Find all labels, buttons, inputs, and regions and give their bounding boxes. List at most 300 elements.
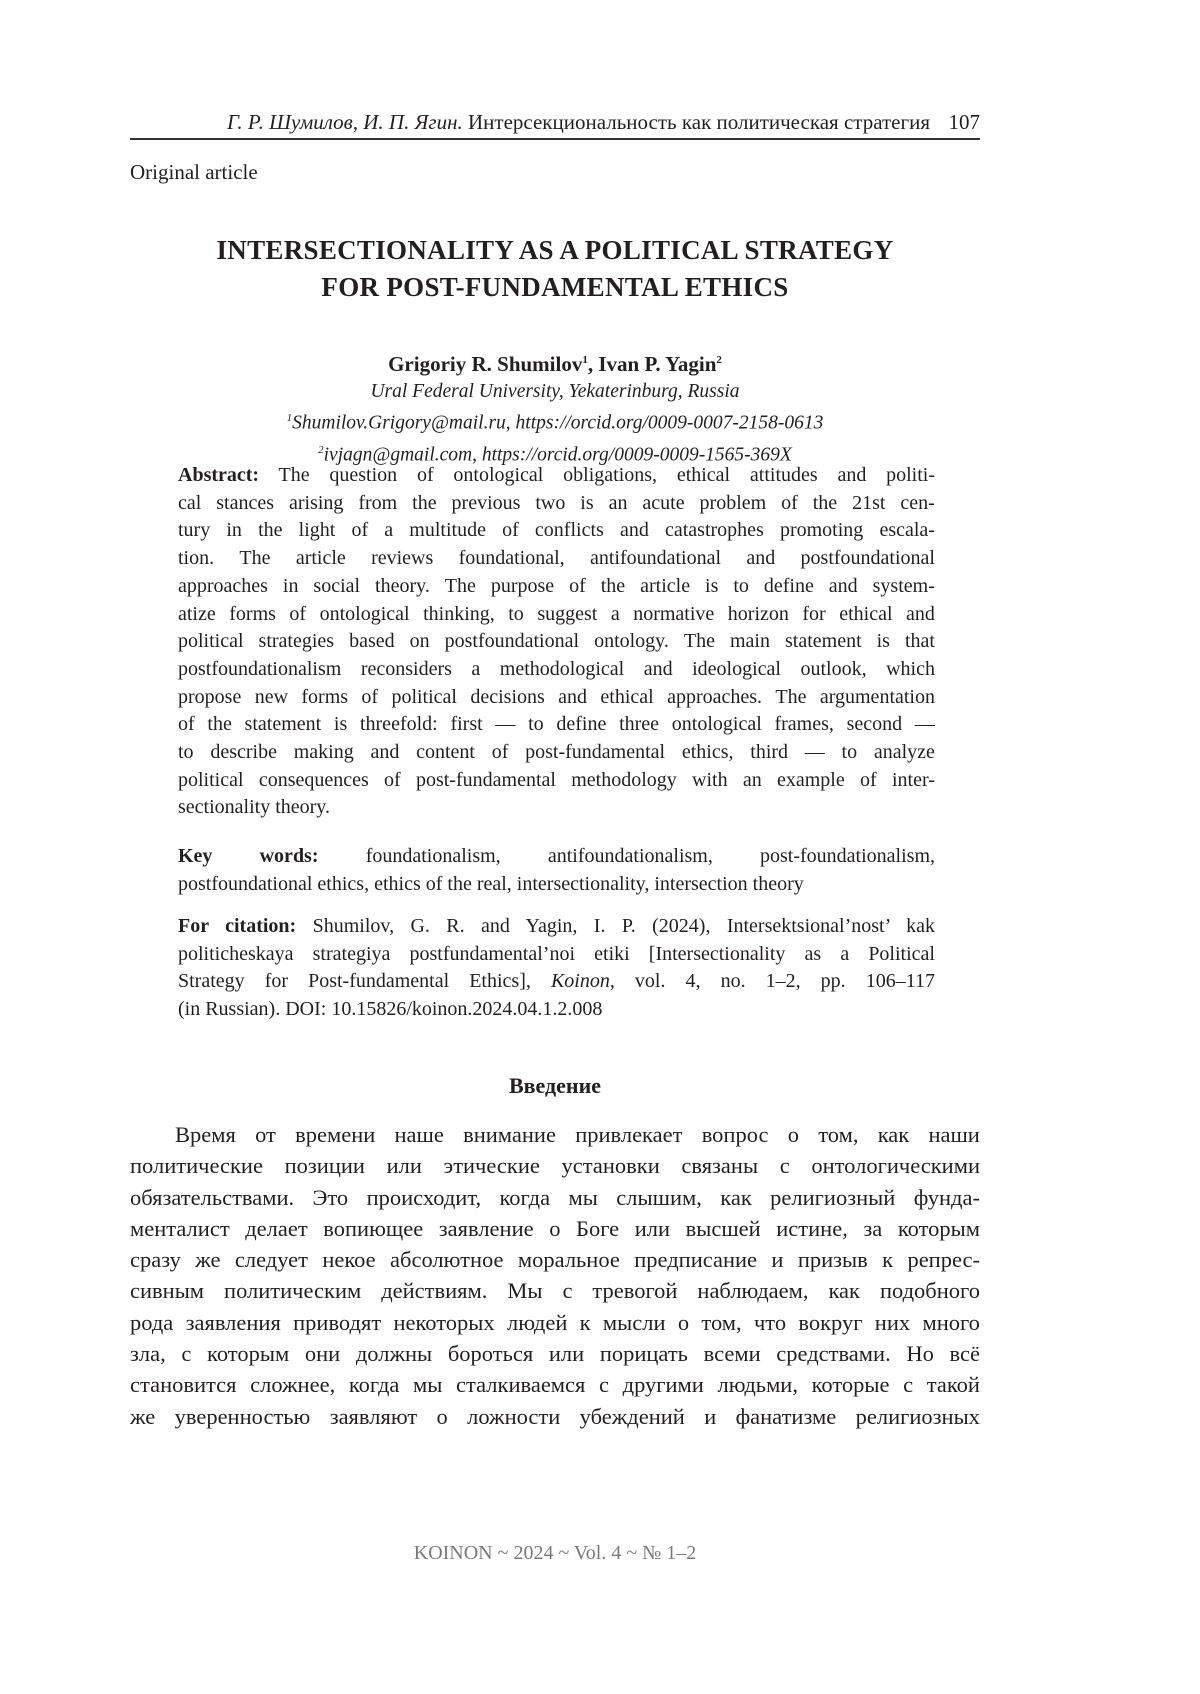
citation-text: Strategy for Post-fundamental Ethics], (178, 970, 551, 992)
word: is (877, 628, 890, 656)
word: — (495, 711, 515, 739)
text-line (178, 843, 935, 871)
word: statement (245, 711, 322, 739)
word: second (847, 711, 903, 739)
word: мы (569, 1182, 598, 1213)
word: methodological (500, 656, 624, 684)
word: что (754, 1307, 786, 1338)
word: другими (623, 1369, 704, 1400)
text-line (178, 573, 935, 601)
text-line (178, 462, 935, 490)
text-line (130, 1307, 980, 1338)
word: tion. (178, 545, 214, 573)
word: когда (500, 1182, 551, 1213)
word: inter- (892, 767, 935, 795)
word: они (305, 1338, 340, 1369)
word: же (130, 1401, 155, 1432)
word: social (313, 573, 360, 601)
text-line (130, 1119, 980, 1150)
word: политические (130, 1150, 263, 1181)
journal-name: Koinon (551, 970, 610, 992)
word: is (705, 573, 718, 601)
word: некое (322, 1244, 375, 1275)
word: приводят (293, 1307, 381, 1338)
word: of (384, 767, 401, 795)
word: Это (313, 1182, 349, 1213)
word: first (450, 711, 482, 739)
article-type: Original article (130, 160, 258, 185)
word: multitude (409, 517, 486, 545)
text-line (130, 1244, 980, 1275)
word: and (620, 517, 649, 545)
word: etiki (594, 941, 630, 969)
word: two (535, 490, 565, 518)
word: a (471, 656, 480, 684)
word: purpose (491, 573, 554, 601)
word: cen- (900, 490, 934, 518)
word: an (609, 490, 628, 518)
word: new (255, 684, 288, 712)
word: of (492, 739, 509, 767)
word: making (294, 739, 354, 767)
word: которые (812, 1369, 890, 1400)
word: the (601, 573, 625, 601)
word: define (556, 711, 606, 739)
word: reviews (371, 545, 433, 573)
word: third (750, 739, 788, 767)
word: argumentation (820, 684, 935, 712)
word: system- (873, 573, 935, 601)
word: from (358, 490, 397, 518)
word: религиозных (856, 1401, 980, 1432)
word: the (258, 517, 282, 545)
word: убеждений (580, 1401, 685, 1432)
text-line: postfoundational ethics, ethics of the real, intersectionality, intersection theory (178, 871, 935, 899)
word: article (640, 573, 690, 601)
word: о (678, 1307, 689, 1338)
word: the (813, 490, 837, 518)
author-2: Ivan P. Yagin (598, 352, 716, 376)
citation (178, 913, 935, 1024)
author-2-sup: 2 (716, 354, 722, 366)
word: к (580, 1307, 591, 1338)
author-1: Grigoriy R. Shumilov (388, 352, 582, 376)
abstract (178, 462, 935, 822)
word: людьми, (717, 1369, 798, 1400)
word: том, (818, 1119, 858, 1150)
word: том, (701, 1307, 741, 1338)
citation-line (178, 913, 935, 941)
word: уверенностью (175, 1401, 311, 1432)
contact-1-sup: 1 (287, 412, 293, 424)
word: менталист (130, 1213, 230, 1244)
word: is (580, 490, 593, 518)
word: on (410, 628, 430, 656)
word: как (828, 1275, 860, 1306)
word: порицать (600, 1338, 688, 1369)
citation-line-text (178, 970, 935, 992)
word: define (764, 573, 814, 601)
word: approaches (178, 573, 268, 601)
word: сразу (130, 1244, 181, 1275)
section-label: Key words: (178, 845, 319, 867)
word: вокруг (798, 1307, 862, 1338)
word: некоторых (393, 1307, 494, 1338)
word: political (178, 767, 244, 795)
word: делает (245, 1213, 307, 1244)
word: escala- (879, 517, 935, 545)
word: сталкиваемся (456, 1369, 585, 1400)
text-line (178, 684, 935, 712)
word: от (255, 1119, 276, 1150)
word: in (283, 573, 299, 601)
word: рода (130, 1307, 173, 1338)
word: that (905, 628, 935, 656)
word: and (906, 601, 935, 629)
word: мысли (603, 1307, 666, 1338)
citation-line: (in Russian). DOI: 10.15826/koinon.2024.04.1.2.008 (178, 996, 935, 1024)
word: — (805, 739, 825, 767)
word: как (878, 1119, 910, 1150)
word: мы (413, 1369, 442, 1400)
word: и (771, 1244, 783, 1275)
word: threefold: (360, 711, 438, 739)
word: них (875, 1307, 910, 1338)
word: political (391, 684, 457, 712)
word: религиозный (770, 1182, 895, 1213)
word: post-fundamental (416, 767, 556, 795)
word: postfoundational (801, 545, 935, 573)
word: forms (301, 684, 348, 712)
word: должны (356, 1338, 432, 1369)
word: позиции (285, 1150, 365, 1181)
word: propose (178, 684, 241, 712)
line-text: foundationalism, antifoundationalism, post-foundationalism, (319, 845, 935, 867)
word: следует (235, 1244, 308, 1275)
text-line (130, 1182, 980, 1213)
word: of (361, 684, 378, 712)
word: наши (928, 1119, 979, 1150)
contact-2-sup: 2 (318, 444, 324, 456)
word: средствами. (776, 1338, 890, 1369)
word: article (296, 545, 346, 573)
word: сивным (130, 1275, 204, 1306)
word: с (181, 1338, 191, 1369)
text-line (130, 1369, 980, 1400)
word: based (349, 628, 395, 656)
word: наше (395, 1119, 444, 1150)
citation-label: For citation: (178, 915, 296, 937)
word: to (508, 601, 524, 629)
word: The (684, 628, 715, 656)
word: как (720, 1182, 752, 1213)
word: наблюдаем, (697, 1275, 808, 1306)
word: с (562, 1275, 572, 1306)
word: of (502, 517, 519, 545)
word: за (863, 1213, 882, 1244)
word: становится (130, 1369, 236, 1400)
word: main (730, 628, 770, 656)
word: as (805, 941, 822, 969)
word: with (692, 767, 728, 795)
word: о (437, 1401, 448, 1432)
line-text: The question of ontological obligations, ethical attitudes and politi- (259, 464, 935, 486)
word: времени (295, 1119, 375, 1150)
word: внимание (463, 1119, 556, 1150)
word: о (549, 1213, 560, 1244)
word: связаны (681, 1150, 758, 1181)
word: всеми (704, 1338, 761, 1369)
text-line (178, 601, 935, 629)
word: — (915, 711, 935, 739)
word: когда (349, 1369, 400, 1400)
word: consequences (259, 767, 369, 795)
article-title (130, 232, 980, 306)
text-line (130, 1213, 980, 1244)
word: обязательствами. (130, 1182, 294, 1213)
word: ontological (672, 711, 762, 739)
word: ontology. (594, 628, 669, 656)
word: approaches. (667, 684, 762, 712)
word: Мы (507, 1275, 542, 1306)
word: или (549, 1338, 584, 1369)
citation-line (178, 968, 935, 996)
section-heading: Введение (130, 1073, 980, 1099)
word: бороться (448, 1338, 533, 1369)
word: заявления (186, 1307, 281, 1338)
word: политическим (224, 1275, 361, 1306)
word: ideological (692, 656, 781, 684)
contact-1 (130, 405, 980, 437)
word: horizon (728, 601, 789, 629)
affiliation: Ural Federal University, Yekaterinburg, Russia (130, 378, 980, 405)
word: light (299, 517, 336, 545)
text-line (178, 656, 935, 684)
text-line (130, 1401, 980, 1432)
word: a (611, 601, 620, 629)
text-line (130, 1338, 980, 1369)
authors-block (130, 346, 980, 468)
word: antifoundational (590, 545, 721, 573)
word: to (842, 739, 858, 767)
word: is (334, 711, 347, 739)
word: Political (868, 941, 935, 969)
word: methodology (571, 767, 677, 795)
word: ложности (467, 1401, 560, 1432)
word: привлекает (575, 1119, 682, 1150)
text-line (178, 711, 935, 739)
word: acute (642, 490, 684, 518)
word: example (777, 767, 845, 795)
word: which (886, 656, 935, 684)
word: действиям. (381, 1275, 487, 1306)
word: to (733, 573, 749, 601)
word: statement (785, 628, 862, 656)
word: the (207, 711, 231, 739)
word: ethics, (682, 739, 734, 767)
word: the (412, 490, 436, 518)
word: outlook, (800, 656, 866, 684)
word: Но (906, 1338, 934, 1369)
word: истине, (776, 1213, 848, 1244)
text-line: sectionality theory. (178, 794, 935, 822)
word: three (619, 711, 659, 739)
word: of (781, 490, 798, 518)
word: for (802, 601, 825, 629)
word: этические (444, 1150, 540, 1181)
section-label: Abstract: (178, 464, 259, 486)
word: онтологическими (811, 1150, 980, 1181)
word: and (829, 573, 858, 601)
word: The (239, 545, 270, 573)
citation-text: Shumilov, G. R. and Yagin, I. P. (2024), Intersektsional’nost’ kak (296, 915, 935, 937)
word: такой (927, 1369, 980, 1400)
word: stances (216, 490, 274, 518)
author-1-sup: 1 (582, 354, 588, 366)
text-line (178, 739, 935, 767)
word: content (416, 739, 475, 767)
word: которым (898, 1213, 980, 1244)
word: strategies (259, 628, 335, 656)
word: с (903, 1369, 913, 1400)
word: postfundamental’noi (410, 941, 576, 969)
text-line (130, 1275, 980, 1306)
word: к (882, 1244, 893, 1275)
word: с (599, 1369, 609, 1400)
word: thinking, (423, 601, 495, 629)
word: strategiya (313, 941, 391, 969)
word: высшей (686, 1213, 761, 1244)
running-head-authors: Г. Р. Шумилов, И. П. Ягин. (227, 110, 463, 134)
author-names (130, 346, 980, 378)
text-line (178, 517, 935, 545)
word: cal (178, 490, 201, 518)
word: normative (633, 601, 714, 629)
word: frames, (774, 711, 833, 739)
word: заявление (439, 1213, 534, 1244)
word: ontological (320, 601, 410, 629)
word: a (384, 517, 393, 545)
word: репрес- (907, 1244, 980, 1275)
running-head (130, 106, 980, 140)
body-text (130, 1119, 980, 1432)
word: вопрос (702, 1119, 769, 1150)
word: of (860, 767, 877, 795)
word: о (788, 1119, 799, 1150)
word: людей (507, 1307, 567, 1338)
word: ethical (839, 601, 892, 629)
word: atize (178, 601, 216, 629)
word: an (743, 767, 762, 795)
journal-footer: KOINON ~ 2024 ~ Vol. 4 ~ № 1–2 (130, 1542, 980, 1565)
word: to (178, 739, 194, 767)
word: фунда- (914, 1182, 980, 1213)
line-wrap (178, 464, 935, 486)
word: происходит, (367, 1182, 482, 1213)
word: decisions (470, 684, 544, 712)
text-line (130, 1150, 980, 1181)
word: previous (452, 490, 521, 518)
word: которым (207, 1338, 289, 1369)
page-number: 107 (949, 110, 981, 135)
word: фанатизме (736, 1401, 837, 1432)
word: catastrophes (665, 517, 764, 545)
word: of (569, 573, 586, 601)
keywords (178, 843, 935, 898)
citation-text: , vol. 4, no. 1–2, pp. 106–117 (610, 970, 935, 992)
word: theory. (375, 573, 430, 601)
word: с (780, 1150, 790, 1181)
word: предписание (634, 1244, 757, 1275)
word: suggest (537, 601, 597, 629)
word: of (351, 517, 368, 545)
citation-line-text (178, 915, 935, 937)
title-line: INTERSECTIONALITY AS A POLITICAL STRATEGY (130, 232, 980, 269)
title-line: FOR POST-FUNDAMENTAL ETHICS (130, 269, 980, 306)
citation-line (178, 941, 935, 969)
word: promoting (780, 517, 863, 545)
word: тревогой (592, 1275, 677, 1306)
word: and (644, 656, 673, 684)
word: зла, (130, 1338, 166, 1369)
word: and (370, 739, 399, 767)
word: вопиющее (323, 1213, 423, 1244)
word: 21st (852, 490, 885, 518)
word: a (840, 941, 849, 969)
author-separator: , (588, 352, 599, 376)
word: arising (289, 490, 343, 518)
word: and (558, 684, 587, 712)
word: postfoundationalism (178, 656, 341, 684)
word: сложнее, (250, 1369, 335, 1400)
word: of (289, 601, 306, 629)
word: много (922, 1307, 979, 1338)
word: заявляют (330, 1401, 417, 1432)
word: and (746, 545, 775, 573)
word: или (387, 1150, 422, 1181)
word: problem (700, 490, 767, 518)
word: postfoundational (445, 628, 579, 656)
word: Время (130, 1119, 236, 1150)
word: всё (950, 1338, 980, 1369)
word: of (178, 711, 195, 739)
text-line (178, 545, 935, 573)
word: political (178, 628, 244, 656)
word: подобного (880, 1275, 980, 1306)
word: слышим, (616, 1182, 702, 1213)
text-line (178, 490, 935, 518)
word: же (195, 1244, 220, 1275)
word: to (528, 711, 544, 739)
contact-1-text: Shumilov.Grigory@mail.ru, https://orcid.org/0009-0007-2158-0613 (292, 413, 823, 434)
word: describe (210, 739, 277, 767)
running-head-title: Интерсекциональность как политическая стратегия (468, 110, 930, 134)
word: или (635, 1213, 670, 1244)
word: conflicts (535, 517, 604, 545)
word: моральное (518, 1244, 620, 1275)
word: абсолютное (390, 1244, 504, 1275)
word: forms (229, 601, 276, 629)
word: ethical (600, 684, 653, 712)
word: установки (562, 1150, 660, 1181)
word: [Intersectionality (649, 941, 786, 969)
word: foundational, (459, 545, 565, 573)
word: reconsiders (361, 656, 452, 684)
word: и (704, 1401, 716, 1432)
word: politicheskaya (178, 941, 294, 969)
word: призыв (798, 1244, 868, 1275)
word: analyze (874, 739, 935, 767)
